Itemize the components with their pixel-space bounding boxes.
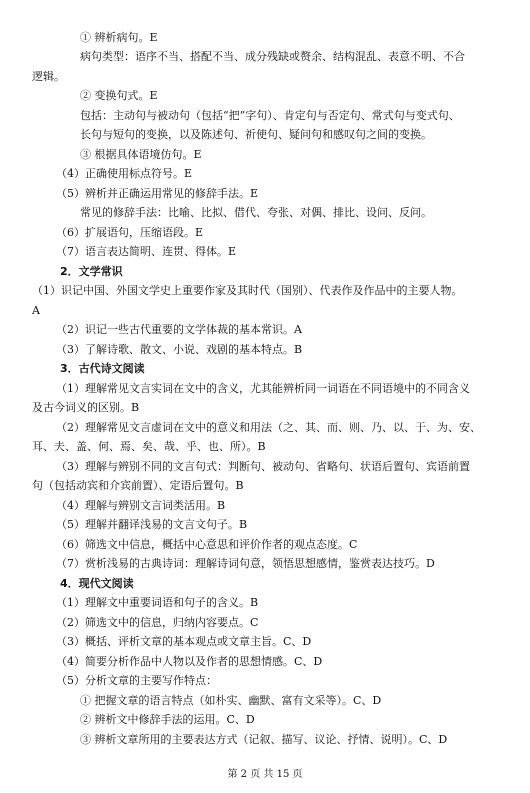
text-line: 包括：主动句与被动句（包括“把”字句）、肯定句与否定句、常式句与变式句、 <box>80 109 460 122</box>
text-line: A <box>32 304 40 317</box>
text-line: 病句类型：语序不当、搭配不当、成分残缺或赘余、结构混乱、表意不明、不合 <box>80 50 465 63</box>
text-line: 及古今词义的区别。B <box>32 401 140 414</box>
text-line: （2）理解常见文言虚词在文中的意义和用法（之、其、而、则、乃、以、于、为、安、 <box>56 421 481 434</box>
text-line: （4）理解与辨别文言词类活用。B <box>56 499 226 512</box>
text-line: ① 辨析病句。E <box>80 31 158 44</box>
text-line: 句（包括动宾和介宾前置）、定语后置句。B <box>32 479 244 492</box>
page-footer: 第 2 页 共 15 页 <box>227 769 303 780</box>
section-heading: 3．古代诗文阅读 <box>60 362 145 375</box>
text-line: 长句与短句的变换，以及陈述句、祈使句、疑问句和感叹句之间的变换。 <box>80 128 432 141</box>
text-line: ② 辨析文中修辞手法的运用。C、D <box>80 713 255 726</box>
text-line: ③ 根据具体语境仿句。E <box>80 148 202 161</box>
text-line: （5）理解并翻译浅易的文言文句子。B <box>56 518 248 531</box>
text-line: （1）理解文中重要词语和句子的含义。B <box>56 596 259 609</box>
text-line: （1）理解常见文言实词在文中的含义，尤其能辨析同一词语在不同语境中的不同含义 <box>56 382 470 395</box>
section-heading: 2．文学常识 <box>60 265 123 278</box>
text-line: （7）语言表达简明、连贯、得体。E <box>56 245 237 258</box>
text-line: 逻辑。 <box>32 70 65 83</box>
text-line: （5）分析文章的主要写作特点： <box>56 674 217 687</box>
text-line: 常见的修辞手法：比喻、比拟、借代、夸张、对偶、排比、设问、反问。 <box>80 206 432 219</box>
text-line: （3）概括、评析文章的基本观点或文章主旨。C、D <box>56 635 312 648</box>
text-line: （3）理解与辨别不同的文言句式：判断句、被动句、省略句、状语后置句、宾语前置 <box>56 460 470 473</box>
text-line: （4）简要分析作品中人物以及作者的思想情感。C、D <box>56 655 323 668</box>
text-line: （1）识记中国、外国文学史上重要作家及其时代（国别）、代表作及作品中的主要人物。 <box>32 284 463 297</box>
text-line: ② 变换句式。E <box>80 89 158 102</box>
text-line: 耳、夫、盖、何、焉、矣、哉、乎、也、所）。B <box>32 440 266 453</box>
text-line: （4）正确使用标点符号。E <box>56 167 193 180</box>
text-line: （6）扩展语句，压缩语段。E <box>56 226 204 239</box>
text-line: ① 把握文章的语言特点（如朴实、幽默、富有文采等）。C、D <box>80 694 382 707</box>
text-line: ③ 辨析文章所用的主要表达方式（记叙、描写、议论、抒情、说明）。C、D <box>80 733 448 746</box>
text-line: （3）了解诗歌、散文、小说、戏剧的基本特点。B <box>56 343 303 356</box>
section-heading: 4．现代文阅读 <box>60 577 134 590</box>
text-line: （2）识记一些古代重要的文学体裁的基本常识。A <box>56 323 302 336</box>
text-line: （2）筛选文中的信息，归纳内容要点。C <box>56 616 259 629</box>
text-line: （6）筛选文中信息，概括中心意思和评价作者的观点态度。C <box>56 538 358 551</box>
text-line: （7）赏析浅易的古典诗词：理解诗词句意，领悟思想感情，鉴赏表达技巧。D <box>56 557 435 570</box>
text-line: （5）辨析并正确运用常见的修辞手法。E <box>56 187 259 200</box>
